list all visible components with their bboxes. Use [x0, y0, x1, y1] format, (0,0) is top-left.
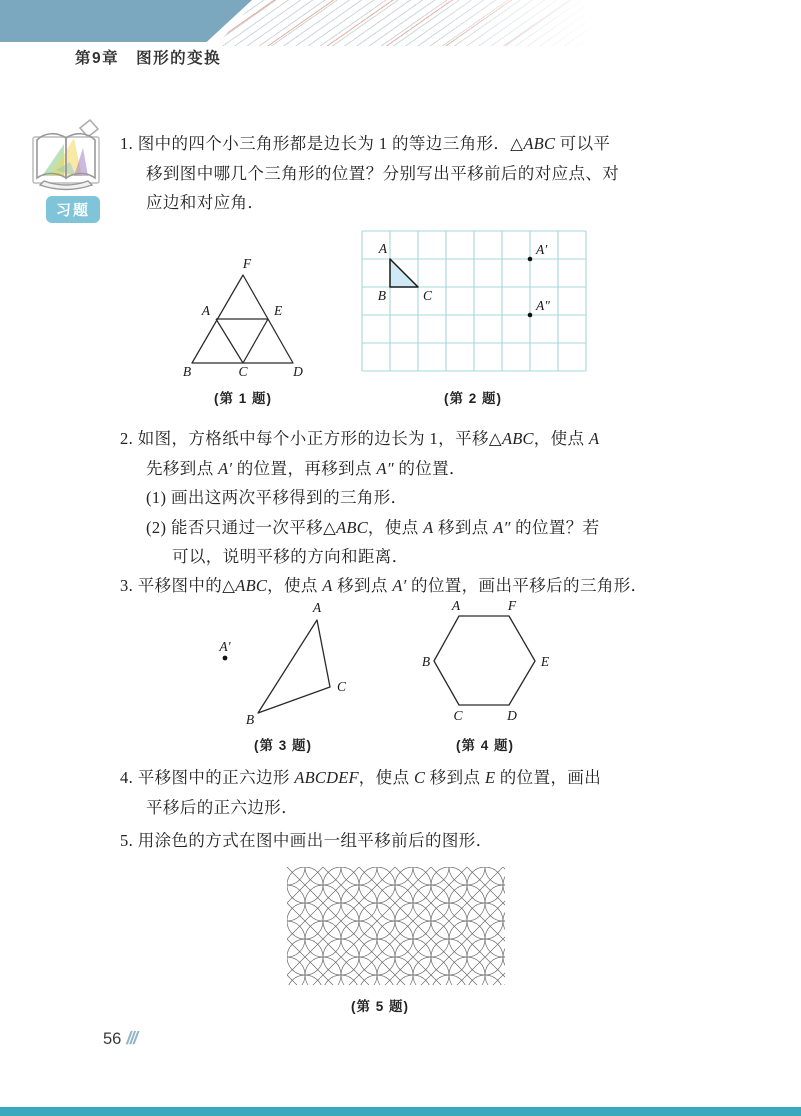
problem-text-line: 5. 用涂色的方式在图中画出一组平移前后的图形．	[120, 831, 493, 850]
point-a-prime-dot	[528, 257, 533, 262]
figure-5-caption: (第 5 题)	[350, 999, 409, 1014]
problem-text-line: 移到图中哪几个三角形的位置？分别写出平移前后的对应点、对	[146, 163, 620, 183]
point-label-A-prime: A′	[219, 639, 231, 654]
vertex-label-C: C	[423, 288, 433, 303]
problem-3	[120, 571, 782, 601]
problem-text-line: (2) 能否只通过一次平移△ABC，使点 A 移到点 A″ 的位置？若	[146, 517, 600, 537]
vertex-label-D: D	[293, 364, 303, 379]
figure-4-hexagon	[420, 598, 565, 730]
vertex-label-D: D	[507, 708, 517, 723]
exercise-book-icon	[30, 118, 104, 194]
vertex-label-B: B	[245, 712, 255, 727]
problem-text-line: 3. 平移图中的△ABC，使点 A 移到点 A′ 的位置，画出平移后的三角形．	[120, 576, 648, 595]
vertex-label-E: E	[540, 654, 550, 669]
vertex-label-C: C	[453, 708, 463, 723]
header-banner	[0, 0, 252, 42]
vertex-label-C: C	[238, 364, 248, 379]
chapter-title: 第9章 图形的变换	[75, 50, 222, 67]
header-hatch-decoration	[216, 0, 606, 46]
page-number-value: 56	[103, 1030, 122, 1048]
point-label-A-double-prime: A″	[536, 298, 550, 313]
problem-5	[120, 826, 782, 856]
problem-2	[120, 424, 782, 572]
grid-lines	[362, 231, 586, 371]
page-slashes-icon: ///	[126, 1028, 137, 1048]
figure-1-triangles	[155, 252, 315, 382]
vertex-label-A: A	[451, 598, 461, 613]
exercise-badge: 习题	[46, 196, 100, 223]
problem-text-line: 1. 图中的四个小三角形都是边长为 1 的等边三角形．△ABC 可以平	[120, 134, 611, 153]
problem-text-line: 平移后的正六边形．	[146, 797, 299, 817]
problem-4	[120, 763, 782, 822]
figure-3-triangle	[200, 598, 350, 733]
vertex-label-C: C	[337, 679, 347, 694]
vertex-label-A: A	[378, 241, 387, 256]
footer-bar	[0, 1107, 801, 1116]
problem-text-line: 应边和对应角．	[146, 193, 265, 213]
vertex-label-B: B	[182, 364, 192, 379]
vertex-label-F: F	[242, 256, 252, 271]
figure-2-caption: (第 2 题)	[443, 391, 502, 406]
figure-3-caption: (第 3 题)	[253, 738, 312, 753]
vertex-label-F: F	[507, 598, 517, 613]
point-label-A-prime: A′	[536, 242, 548, 257]
page-number	[103, 1028, 136, 1049]
point-a-prime-dot	[223, 656, 228, 661]
triangle-abc	[390, 259, 418, 287]
vertex-label-A: A	[312, 600, 322, 615]
vertex-label-B: B	[421, 654, 431, 669]
problem-text-line: (1) 画出这两次平移得到的三角形．	[146, 488, 408, 508]
vertex-label-E: E	[274, 303, 283, 318]
vertex-label-B: B	[377, 288, 386, 303]
point-a-double-prime-dot	[528, 313, 533, 318]
figure-5-pattern	[287, 867, 505, 985]
vertex-label-A: A	[201, 303, 210, 318]
figure-1-caption: (第 1 题)	[213, 391, 272, 406]
figure-2-grid	[360, 228, 588, 376]
problem-1	[120, 129, 782, 218]
problem-text-line: 2. 如图，方格纸中每个小正方形的边长为 1，平移△ABC，使点 A	[120, 429, 600, 448]
problem-text-line: 4. 平移图中的正六边形 ABCDEF，使点 C 移到点 E 的位置，画出	[120, 768, 602, 787]
figure-4-caption: (第 4 题)	[455, 738, 514, 753]
problem-text-line: 先移到点 A′ 的位置，再移到点 A″ 的位置．	[146, 458, 466, 478]
problem-text-line: 可以，说明平移的方向和距离．	[172, 547, 409, 567]
